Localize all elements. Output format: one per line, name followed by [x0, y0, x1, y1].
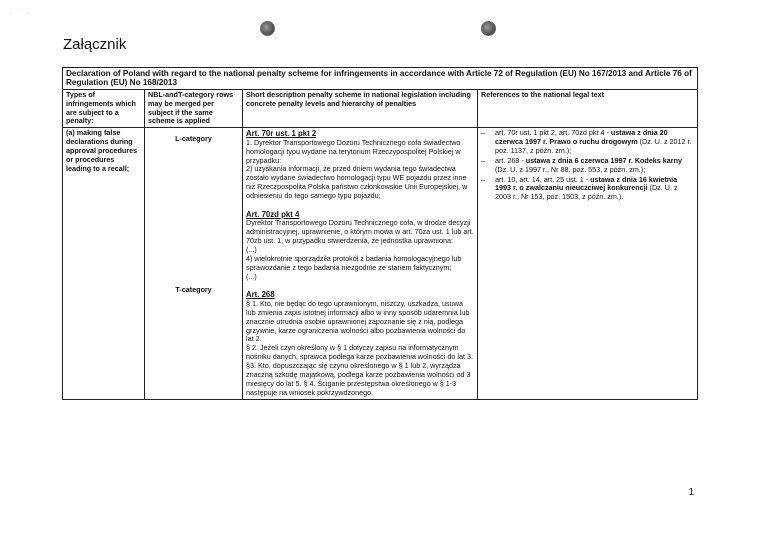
article-70r-text-point2: 2) uzyskania informacji, że przed dniem wydania tego świadectwa zostało wydane świadectwo homologacji typu WE pojazdu przez inne niż Rzeczpospolita Polska państwo członkowskie Unii Europejskiej, w odniesieniu do tego samego typu pojazdu; — [246, 164, 468, 201]
list-dash: – — [481, 155, 485, 165]
reference-lead: art. 268 - — [495, 155, 526, 165]
infringement-cell: (a) making false declarations during approval procedures or procedures leading to a recall; — [63, 128, 145, 399]
article-70r-title: Art. 70r ust. 1 pkt 2 — [246, 129, 317, 139]
reference-lead: art. 10, art. 14, art. 25 ust. 1 - — [495, 174, 591, 184]
scan-specks: · ˙ · — [10, 10, 31, 17]
header-category-rows: NBL-andT-category rows may be merged per subject if the same scheme is applied — [145, 89, 243, 127]
category-l-label: L-category — [175, 134, 212, 144]
article-70r-text: 1. Dyrektor Transportowego Dozoru Technicznego cofa świadectwo homologacji typu wydane na terytorium Rzeczypospolitej Polskiej w przypadku: — [246, 137, 461, 165]
header-legal-references: References to the national legal text — [478, 89, 698, 127]
references-list — [481, 129, 694, 202]
table-title: Declaration of Poland with regard to the national penalty scheme for infringements in accordance with Article 72 of Regulation (EU) No 167/2013 and Article 76 of Regulation (EU) No 168/2013 — [63, 68, 698, 90]
table-row — [63, 128, 698, 399]
article-268-paragraph-3: §3. Kto, dopuszczając się czynu określonego w § 1 lub 2, wyrządza znaczną szkodę majątkową, podlega karze pozbawienia wolności od 3 miesięcy do lat 5. § 4. Ściganie przestępstwa określonego w § 1-3 następuje na wniosek pokrzywdzonego. — [246, 361, 471, 397]
article-268-title: Art. 268 — [246, 290, 275, 300]
reference-act-name: ustawa z dnia 16 kwietnia 1993 r. o zwalczaniu nieuczciwej konkurencji — [495, 174, 678, 193]
table-title-row — [63, 68, 698, 90]
header-penalty-description: Short description penalty scheme in national legislation including concrete penalty levels and hierarchy of penalties — [243, 89, 478, 127]
article-70zd-ellipsis-2: (...) — [246, 271, 257, 281]
category-t-label: T-category — [175, 285, 212, 295]
article-70zd-title: Art. 70zd pkt 4 — [246, 209, 300, 219]
article-70zd-ellipsis-1: (...) — [246, 245, 257, 255]
punch-hole-right — [481, 21, 496, 36]
reference-act-name: ustawa z dnia 20 czerwca 1997 r. Prawo o ruchu drogowym — [495, 128, 668, 147]
list-item — [481, 176, 694, 203]
list-item — [481, 157, 694, 175]
document-heading: Załącznik — [63, 36, 127, 53]
penalty-scheme-table — [62, 67, 698, 400]
reference-act-name: ustawa z dnia 6 czerwca 1997 r. Kodeks karny — [525, 155, 682, 165]
list-dash: – — [481, 174, 485, 184]
article-268-paragraph-2: § 2. Jeżeli czyn określony w § 1 dotyczy zapisu na informatycznym nośniku danych, sprawca podlega karze pozbawienia wolności do lat 3. — [246, 343, 473, 362]
reference-lead: art. 70r ust. 1 pkt 2, art. 70zd pkt 4 - — [495, 128, 611, 138]
page-number: 1 — [688, 487, 694, 498]
article-268-paragraph-1: § 1. Kto, nie będąc do tego uprawnionym, niszczy, uszkadza, usuwa lub zmienia zapis istotnej informacji albo w inny sposób udaremnia lub znacznie utrudnia osobie uprawnionej zapoznanie się z nią, podlega grzywnie, karze ograniczenia wolności albo pozbawienia wolności do lat 2. — [246, 299, 470, 344]
reference-citation: (Dz. U. z 1997 r., Nr 88, poz. 553, z późn. zm.); — [495, 164, 646, 174]
reference-citation: (Dz. U. z 2012 r. poz. 1137, z późn. zm.); — [495, 137, 692, 155]
table-header-row — [63, 89, 698, 127]
category-cell — [145, 128, 243, 399]
header-infringement-types: Types of infringements which are subject to a penalty: — [63, 89, 145, 127]
punch-hole-left — [260, 21, 275, 36]
legal-references-cell — [478, 128, 698, 399]
penalty-description-cell — [243, 128, 478, 399]
article-70zd-text-point4: 4) wielokrotnie sporządziła protokół z badania homologacyjnego lub sprawozdanie z tego badania niezgodnie ze stanem faktycznym; — [246, 253, 462, 272]
article-70zd-text: Dyrektor Transportowego Dozoru Technicznego cofa, w drodze decyzji administracyjnej, uprawnienie, o którym mowa w art. 70za ust. 1 lub art. 70zb ust. 1, w przypadku stwierdzenia, że jednostka uprawniona: — [246, 218, 474, 246]
list-dash: – — [481, 128, 485, 138]
list-item — [481, 129, 694, 156]
reference-citation: (Dz. U. z 2003 r., Nr 153, poz. 1503, z późn. zm.). — [495, 183, 678, 202]
